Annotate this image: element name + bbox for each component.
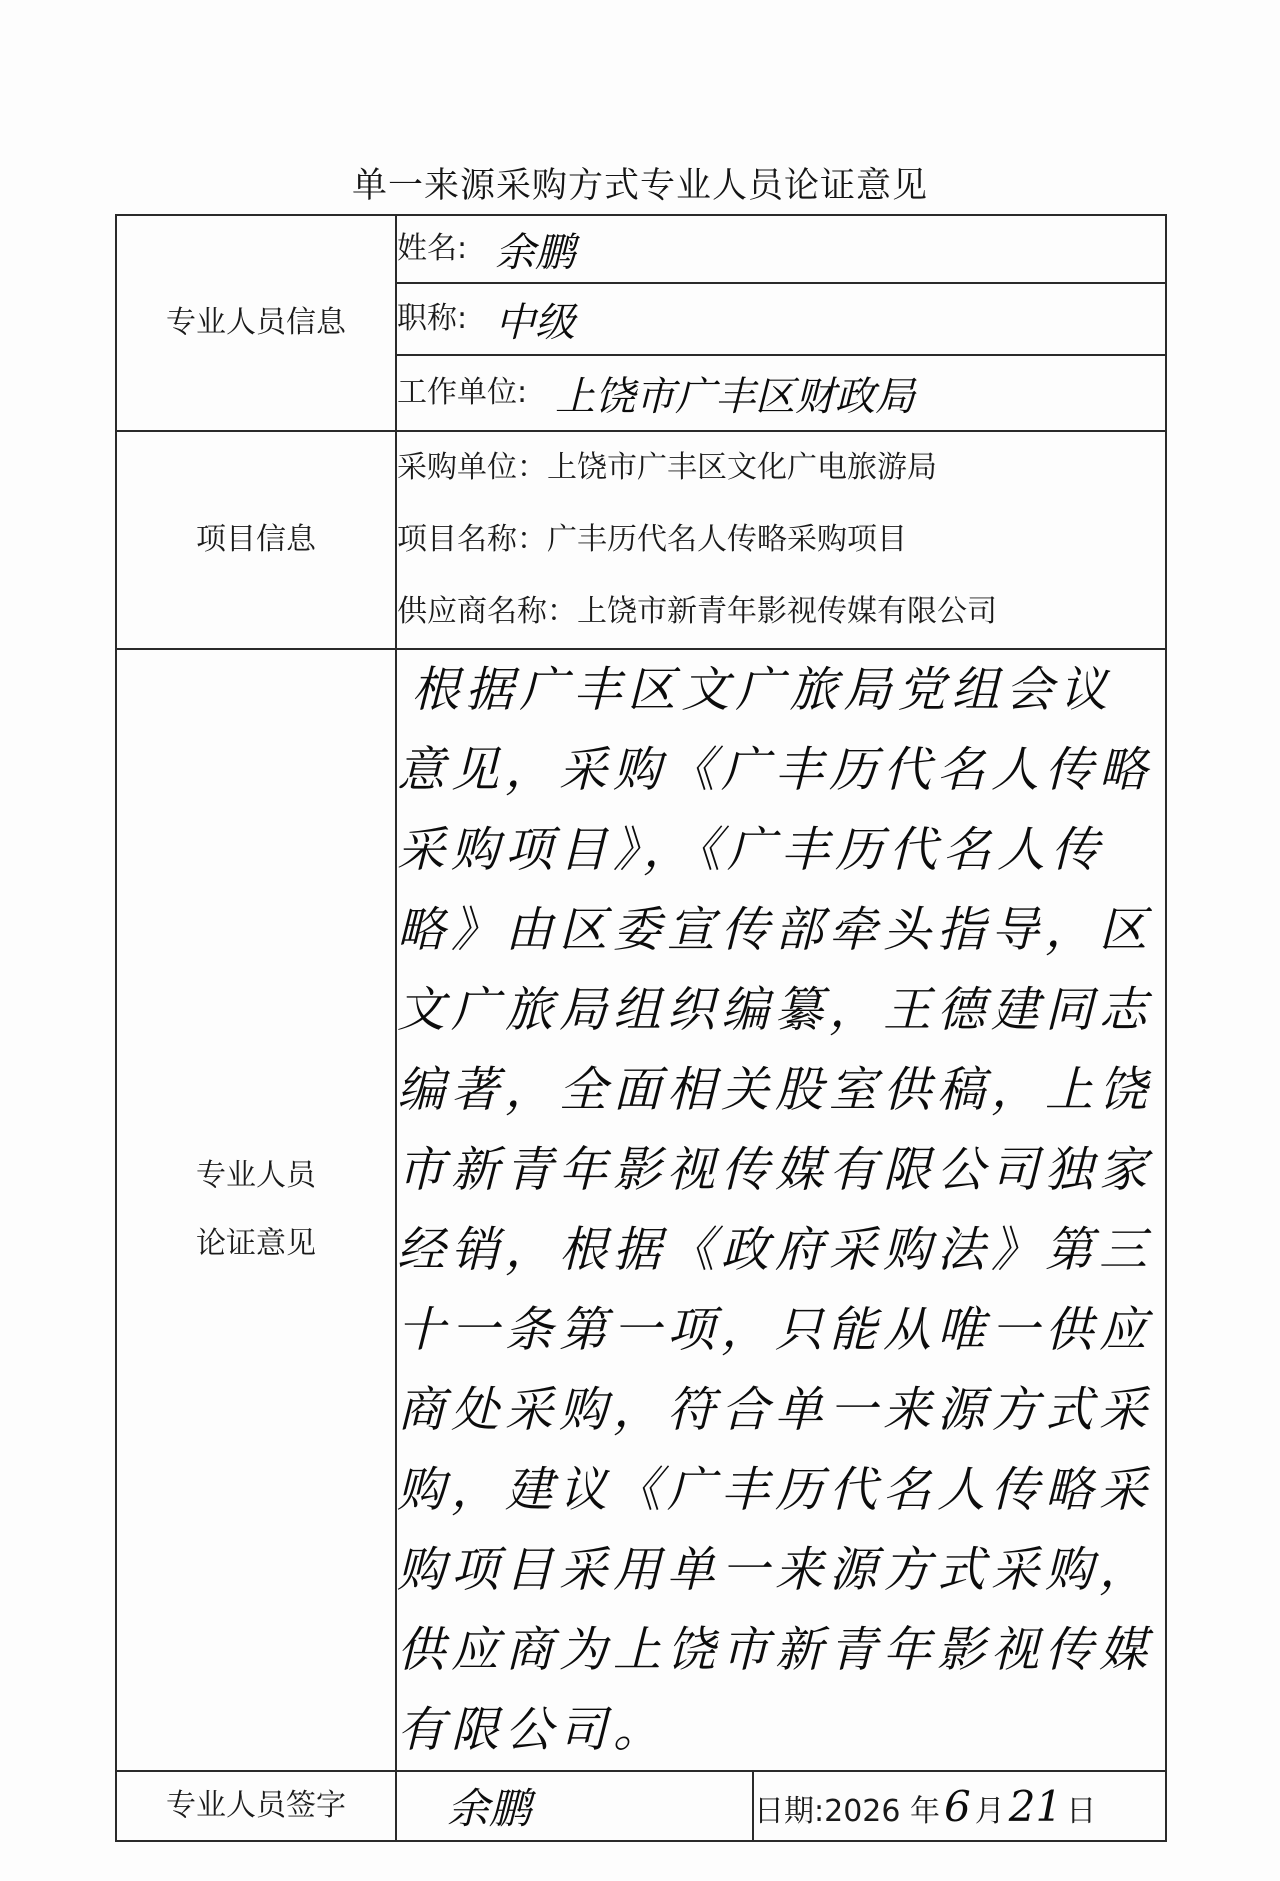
handwritten-opinion-text: 根据广丰区文广旅局党组会议意见，采购《广丰历代名人传略采购项目》，《广丰历代名人传略》由区委宣传部牵头指导，区文广旅局组织编纂，王德建同志编著，全面相关股室供稿，上饶市新青年影视传媒有限公司独家经销，根据《政府采购法》第三十一条第一项，只能从唯一供应商处采购，符合单一来源方式采购，建议《广丰历代名人传略采购项目采用单一来源方式采购，供应商为上饶市新青年影视传媒有限公司。: [397, 662, 1154, 1758]
project-section-label: [116, 431, 396, 649]
title-value: 中级: [495, 299, 576, 346]
page-title: 单一来源采购方式专业人员论证意见: [351, 166, 928, 206]
opinion-cell: [396, 649, 1166, 1771]
date-cell: [753, 1771, 1166, 1841]
opinion-section-label: [116, 649, 396, 1771]
date-prefix: 日期:2026 年: [754, 1793, 940, 1829]
project-info-cell: [396, 431, 1166, 649]
opinion-section-text-1: 专业人员: [196, 1158, 316, 1193]
unit-row: [396, 355, 1166, 431]
unit-value: 上饶市广丰区财政局: [555, 373, 916, 420]
name-row: [396, 215, 1166, 283]
argument-form-table: [115, 214, 1167, 1842]
supplier-line: 供应商名称：上饶市新青年影视传媒有限公司: [397, 594, 997, 629]
purchaser-line: 采购单位：上饶市广丰区文化广电旅游局: [397, 450, 937, 485]
date-month-unit: 月: [974, 1793, 1005, 1829]
name-label: 姓名:: [397, 230, 468, 266]
title-row: [396, 283, 1166, 355]
date-day: 21: [1008, 1781, 1063, 1831]
signature-label-cell: [116, 1771, 396, 1841]
signature-cell: [396, 1771, 753, 1841]
personnel-section-label: [116, 215, 396, 431]
signature-label: 专业人员签字: [166, 1788, 346, 1823]
personnel-section-text: 专业人员信息: [166, 305, 346, 340]
date-day-unit: 日: [1066, 1793, 1097, 1829]
title-label: 职称:: [397, 300, 468, 336]
project-section-text: 项目信息: [196, 522, 316, 557]
date-month: 6: [944, 1781, 971, 1831]
unit-label: 工作单位:: [397, 374, 528, 410]
opinion-section-text-2: 论证意见: [196, 1226, 316, 1261]
name-value: 余鹏: [495, 229, 576, 276]
signature-value: 余鹏: [447, 1784, 532, 1833]
project-name-line: 项目名称：广丰历代名人传略采购项目: [397, 522, 907, 557]
